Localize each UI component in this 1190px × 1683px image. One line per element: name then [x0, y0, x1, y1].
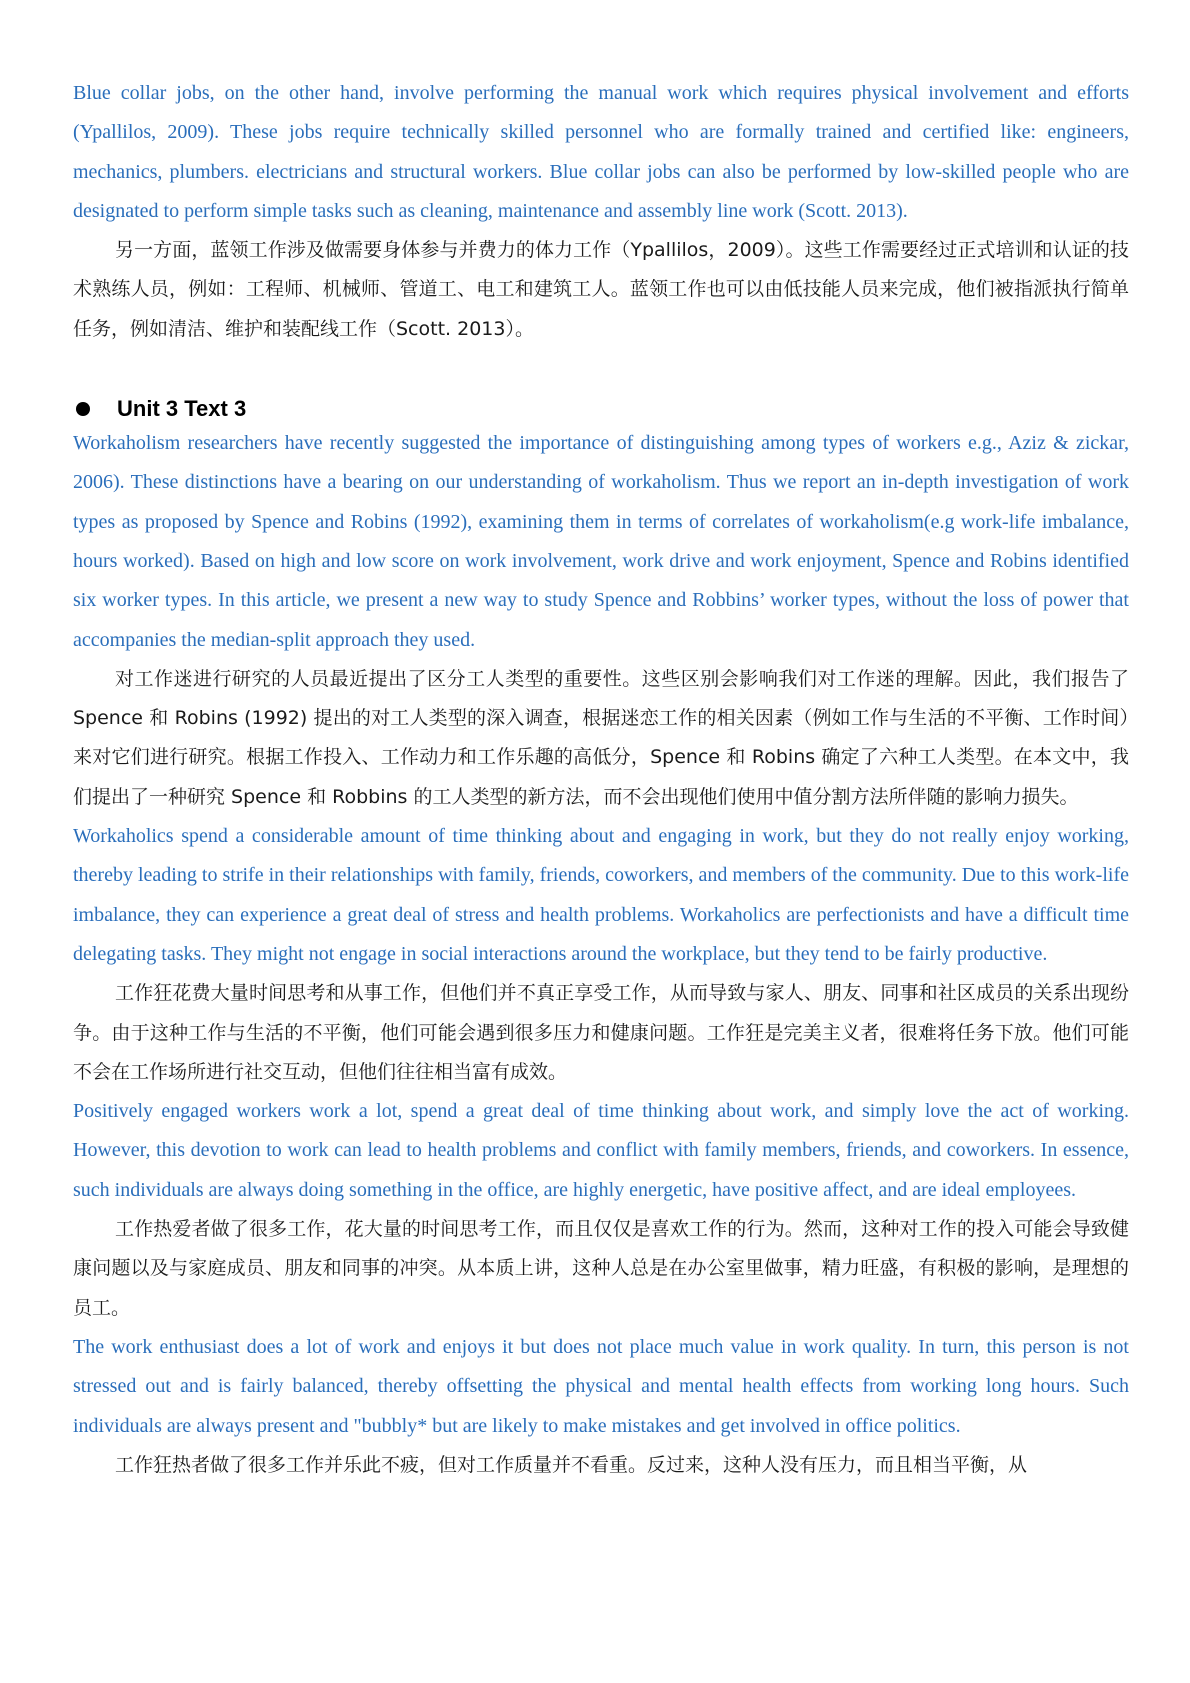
section-heading-text: Unit 3 Text 3 [117, 396, 247, 422]
paragraph-english-blue-collar: Blue collar jobs, on the other hand, involve performing the manual work which requires physical involvement and efforts (Ypallilos, 2009). These jobs require technically skilled personnel who are formally trained and certified like: engineers, mechanics, plumbers. electricians and structural workers. Blue collar jobs can also be performed by low-skilled people who are designated to perform simple tasks such as cleaning, maintenance and assembly line work (Scott. 2013). [73, 82, 1129, 222]
paragraph-chinese-workaholism-types: 对工作迷进行研究的人员最近提出了区分工人类型的重要性。这些区别会影响我们对工作迷的理解。因此，我们报告了 Spence 和 Robins (1992) 提出的对工人类型的深入调查，根据迷恋工作的相关因素（例如工作与生活的不平衡、工作时间）来对它们进行研究。根据工作投入、工作动力和工作乐趣的高低分，Spence 和 Robins 确定了六种工人类型。在本文中，我们提出了一种研究 Spence 和 Robbins 的工人类型的新方法，而不会出现他们使用中值分割方法所伴随的影响力损失。 [73, 667, 1129, 808]
paragraph-english-workaholics: Workaholics spend a considerable amount of time thinking about and engaging in work, but they do not really enjoy working, thereby leading to strife in their relationships with family, friends, coworkers, and members of the community. Due to this work-life imbalance, they can experience a great deal of stress and health problems. Workaholics are perfectionists and have a difficult time delegating tasks. They might not engage in social interactions around the workplace, but they tend to be fairly productive. [73, 825, 1129, 965]
paragraph-chinese-blue-collar: 另一方面，蓝领工作涉及做需要身体参与并费力的体力工作（Ypallilos，2009）。这些工作需要经过正式培训和认证的技术熟练人员，例如：工程师、机械师、管道工、电工和建筑工人。蓝领工作也可以由低技能人员来完成，他们被指派执行简单任务，例如清洁、维护和装配线工作（Scott. 2013）。 [73, 239, 1129, 340]
paragraph-english-workaholism-types: Workaholism researchers have recently suggested the importance of distinguishing among types of workers e.g., Aziz & zickar, 2006). These distinctions have a bearing on our understanding of workaholism. Thus we report an in-depth investigation of work types as proposed by Spence and Robins (1992), examining them in terms of correlates of workaholism(e.g work-life imbalance, hours worked). Based on high and low score on work involvement, work drive and work enjoyment, Spence and Robins identified six worker types. In this article, we present a new way to study Spence and Robbins’ worker types, without the loss of power that accompanies the median-split approach they used. [73, 432, 1129, 651]
paragraph-english-work-enthusiast: The work enthusiast does a lot of work and enjoys it but does not place much value in work quality. In turn, this person is not stressed out and is fairly balanced, thereby offsetting the physical and mental health effects from working long hours. Such individuals are always present and "bubbly* but are likely to make mistakes and get involved in office politics. [73, 1335, 1129, 1437]
paragraph-english-engaged-workers: Positively engaged workers work a lot, spend a great deal of time thinking about work, and simply love the act of working. However, this devotion to work can lead to health problems and conflict with family members, friends, and coworkers. In essence, such individuals are always doing something in the office, are highly energetic, have positive affect, and are ideal employees. [73, 1100, 1129, 1201]
paragraph-chinese-workaholics: 工作狂花费大量时间思考和从事工作，但他们并不真正享受工作，从而导致与家人、朋友、同事和社区成员的关系出现纷争。由于这种工作与生活的不平衡，他们可能会遇到很多压力和健康问题。工作狂是完美主义者，很难将任务下放。他们可能不会在工作场所进行社交互动，但他们往往相当富有成效。 [73, 982, 1129, 1083]
bullet-icon [76, 402, 90, 416]
paragraph-chinese-work-enthusiast: 工作狂热者做了很多工作并乐此不疲，但对工作质量并不看重。反过来，这种人没有压力，而且相当平衡，从 [115, 1453, 1028, 1476]
document-page [73, 74, 1129, 1485]
paragraph-chinese-engaged-workers: 工作热爱者做了很多工作，花大量的时间思考工作，而且仅仅是喜欢工作的行为。然而，这种对工作的投入可能会导致健康问题以及与家庭成员、朋友和同事的冲突。从本质上讲，这种人总是在办公室里做事，精力旺盛，有积极的影响，是理想的员工。 [73, 1218, 1129, 1319]
section-heading [73, 391, 1129, 427]
